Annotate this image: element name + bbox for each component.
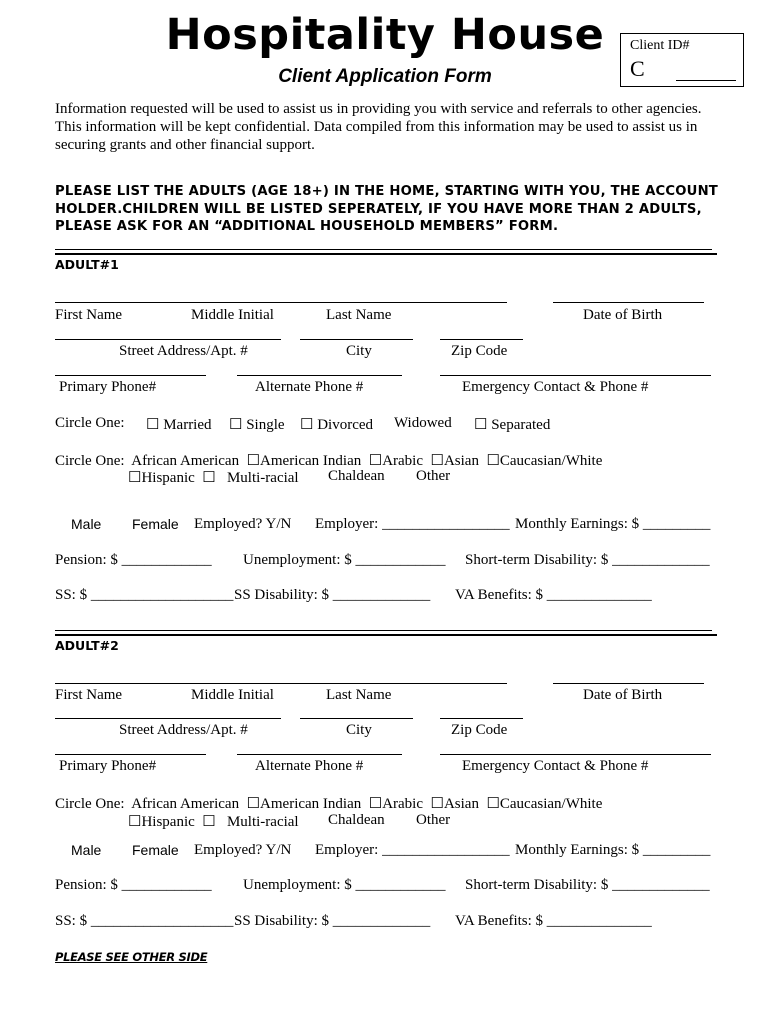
adult2-short-term-field[interactable]: Short-term Disability: $ _____________	[465, 877, 710, 893]
adult1-chaldean-option[interactable]: Chaldean	[328, 468, 385, 484]
adult2-emergency-field[interactable]	[440, 754, 711, 755]
adult2-monthly-earnings-field[interactable]: Monthly Earnings: $ _________	[515, 842, 711, 858]
adult2-primary-phone-field[interactable]	[55, 754, 206, 755]
adult1-separated-checkbox[interactable]: ☐ Separated	[474, 417, 551, 433]
adult2-first-name-label: First Name	[55, 687, 123, 703]
adult1-divorced-checkbox[interactable]: ☐ Divorced	[300, 417, 374, 433]
adult1-other-option[interactable]: Other	[416, 468, 451, 484]
adult2-middle-initial-label: Middle Initial	[191, 687, 274, 703]
divider-thick	[55, 253, 717, 255]
adult1-middle-initial-label: Middle Initial	[191, 307, 274, 323]
adult2-dob-field[interactable]	[553, 683, 704, 684]
adult1-short-term-field[interactable]: Short-term Disability: $ _____________	[465, 552, 710, 568]
adult1-primary-phone-field[interactable]	[55, 375, 206, 376]
adult1-first-name-label: First Name	[55, 307, 123, 323]
form-title: Hospitality House	[165, 10, 605, 60]
adult2-pension-field[interactable]: Pension: $ ____________	[55, 877, 212, 893]
adult2-street-field[interactable]	[55, 718, 281, 719]
adult1-emergency-label: Emergency Contact & Phone #	[462, 379, 649, 395]
adult2-chaldean-option[interactable]: Chaldean	[328, 812, 385, 828]
adult1-city-label: City	[346, 343, 372, 359]
adult2-ss-field[interactable]: SS: $ ___________________	[55, 913, 234, 929]
adult1-name-field[interactable]	[55, 302, 507, 303]
adult2-zip-label: Zip Code	[451, 722, 508, 738]
adult2-city-label: City	[346, 722, 372, 738]
client-id-line	[676, 80, 736, 81]
adult1-last-name-label: Last Name	[326, 307, 392, 323]
adult2-ethnicity-line1[interactable]: Circle One: African American ☐American Indian ☐Arabic ☐Asian ☐Caucasian/White	[55, 796, 603, 812]
instructions-paragraph: PLEASE LIST THE ADULTS (AGE 18+) IN THE HOME, STARTING WITH YOU, THE ACCOUNT HOLDER.CHILDREN WILL BE LISTED SEPERATELY, IF YOU HAVE MORE THAN 2 ADULTS, PLEASE ASK FOR AN “ADDITIONAL HOUSEHOLD MEMBERS” FORM.	[55, 184, 719, 234]
adult2-heading: ADULT#2	[55, 638, 119, 653]
adult1-heading: ADULT#1	[55, 257, 119, 272]
adult2-dob-label: Date of Birth	[583, 687, 663, 703]
adult1-zip-label: Zip Code	[451, 343, 508, 359]
adult2-alt-phone-label: Alternate Phone #	[255, 758, 364, 774]
adult2-alt-phone-field[interactable]	[237, 754, 402, 755]
adult1-monthly-earnings-field[interactable]: Monthly Earnings: $ _________	[515, 516, 711, 532]
adult1-pension-field[interactable]: Pension: $ ____________	[55, 552, 212, 568]
divider	[55, 630, 712, 631]
adult2-unemployment-field[interactable]: Unemployment: $ ____________	[243, 877, 446, 893]
adult1-dob-field[interactable]	[553, 302, 704, 303]
adult2-street-label: Street Address/Apt. #	[119, 722, 248, 738]
client-id-label: Client ID#	[630, 38, 690, 53]
adult2-emergency-label: Emergency Contact & Phone #	[462, 758, 649, 774]
adult1-hispanic-multiracial[interactable]: ☐Hispanic ☐ Multi-racial	[128, 470, 299, 486]
adult2-primary-phone-label: Primary Phone#	[59, 758, 157, 774]
divider-thick	[55, 634, 717, 636]
adult1-alt-phone-label: Alternate Phone #	[255, 379, 364, 395]
adult2-va-benefits-field[interactable]: VA Benefits: $ ______________	[455, 913, 652, 929]
adult2-hispanic-multiracial[interactable]: ☐Hispanic ☐ Multi-racial	[128, 814, 299, 830]
client-id-value[interactable]: C	[630, 56, 645, 81]
adult2-female-option[interactable]: Female	[132, 842, 179, 858]
adult1-street-field[interactable]	[55, 339, 281, 340]
intro-paragraph: Information requested will be used to assist us in providing you with service and referrals to other agencies. This information will be kept confidential. Data compiled from this information may be used to assist us in securing grants and other financial support.	[55, 101, 702, 153]
adult1-ethnicity-line1[interactable]: Circle One: African American ☐American Indian ☐Arabic ☐Asian ☐Caucasian/White	[55, 453, 603, 469]
adult1-married-checkbox[interactable]: ☐ Married	[146, 417, 212, 433]
adult1-widowed-option[interactable]: Widowed	[394, 415, 452, 431]
adult1-alt-phone-field[interactable]	[237, 375, 402, 376]
adult1-primary-phone-label: Primary Phone#	[59, 379, 157, 395]
adult1-va-benefits-field[interactable]: VA Benefits: $ ______________	[455, 587, 652, 603]
adult2-male-option[interactable]: Male	[71, 842, 102, 858]
adult1-female-option[interactable]: Female	[132, 516, 179, 532]
adult1-zip-field[interactable]	[440, 339, 523, 340]
divider	[55, 249, 712, 250]
adult1-city-field[interactable]	[300, 339, 413, 340]
adult1-emergency-field[interactable]	[440, 375, 711, 376]
adult2-zip-field[interactable]	[440, 718, 523, 719]
adult1-ss-field[interactable]: SS: $ ___________________	[55, 587, 234, 603]
form-subtitle: Client Application Form	[278, 66, 492, 87]
adult1-street-label: Street Address/Apt. #	[119, 343, 248, 359]
adult1-employed-label[interactable]: Employed? Y/N	[194, 516, 292, 532]
footer-note: PLEASE SEE OTHER SIDE	[55, 950, 208, 964]
adult2-ss-disability-field[interactable]: SS Disability: $ _____________	[234, 913, 431, 929]
adult1-single-checkbox[interactable]: ☐ Single	[229, 417, 285, 433]
adult1-dob-label: Date of Birth	[583, 307, 663, 323]
adult1-employer-field[interactable]: Employer: _________________	[315, 516, 510, 532]
adult2-employer-field[interactable]: Employer: _________________	[315, 842, 510, 858]
adult1-unemployment-field[interactable]: Unemployment: $ ____________	[243, 552, 446, 568]
adult2-city-field[interactable]	[300, 718, 413, 719]
adult2-name-field[interactable]	[55, 683, 507, 684]
adult2-last-name-label: Last Name	[326, 687, 392, 703]
adult2-other-option[interactable]: Other	[416, 812, 451, 828]
adult1-male-option[interactable]: Male	[71, 516, 102, 532]
adult2-employed-label[interactable]: Employed? Y/N	[194, 842, 292, 858]
adult1-marital-label: Circle One:	[55, 415, 125, 431]
adult1-ss-disability-field[interactable]: SS Disability: $ _____________	[234, 587, 431, 603]
